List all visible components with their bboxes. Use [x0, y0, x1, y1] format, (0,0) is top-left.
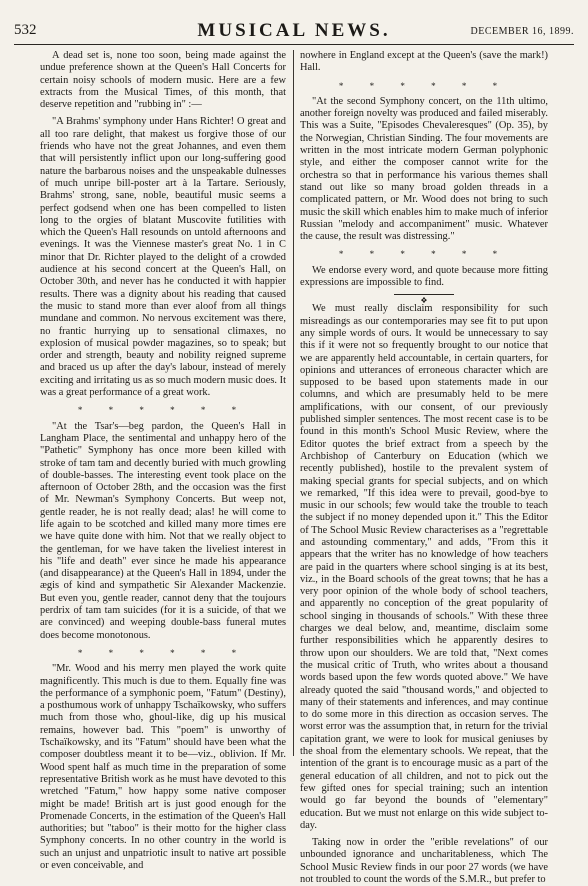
page-header [14, 20, 574, 45]
paragraph: nowhere in England except at the Queen's (save the mark!) Hall. [300, 50, 548, 74]
paragraph: We endorse every word, and quote because more fitting expressions are impossible to find. [300, 264, 548, 289]
paragraph: "A Brahms' symphony under Hans Richter! O great and all too rare delight, that makest us forgive those of our friends who have not the great Johannes, and even them that will persistently inflict upon our long-suffering good nature the barbarous noises and the unspeakable dulnesses of much unripe bill-poster art à la Tartare. Seriously, Brahms' strong, sane, noble, beautiful music seems a perfect godsend when one has been compelled to listen long to the orgies of blatant Muscovite futilities with which the Queen's Hall resounds on untold afternoons and evenings. It was the Viennese master's great No. 1 in C minor that Dr. Richter played to the delight of a crowded audience at his second concert at the Queen's Hall, on October 30th, and never has he conducted it with happier results. There was a dignity about his reading that caused the music to stand more than ever aloof from all things mundane and common. No nervous excitement was there, no frantic hurrying up to sensational climaxes, no explosion of musical powder magazines, so to speak; but order and strength, beauty and nobility reigned supreme and braced us up after the day's labour, instead of merely exciting and irritating us as so much modern music does. It was a great performance of a great work. [40, 116, 286, 399]
paragraph: Taking now in order the "erible revelations" of our unbounded ignorance and uncharitableness, which The School Music Review finds in our poor 27 words (we have not troubled to count the words of the S.M.R., but prefer to [300, 837, 548, 885]
section-stars: * * * * * * [338, 249, 510, 260]
paragraph: A dead set is, none too soon, being made against the undue preference shown at the Queen's Hall Concerts for certain noisy schools of modern music. Here are a few extracts from the Musical Times, of this month, that deserve repetition and "rubbing in" :— [40, 50, 286, 111]
ornament-icon: ❖ [418, 295, 429, 307]
section-separator [394, 294, 454, 306]
paragraph: "At the second Symphony concert, on the 11th ultimo, another foreign novelty was produced and failed miserably. This was a Suite, "Episodes Chevaleresques" (Op. 35), by the Norwegian, Christian Sinding. The four movements are written in the most intricate modern German polyphonic style, and either the composer cannot write for the orchestra so that in performance his various themes shall stand out like so many broad golden threads in a complicated pattern, or Mr. Wood does not bring to such music the skill which enables him to make much of inferior Russian "melody and accompaniment" music. Whatever the cause, the result was distressing." [300, 95, 548, 243]
section-stars: * * * * * * [77, 405, 249, 416]
section-stars: * * * * * * [77, 647, 249, 658]
column-divider [293, 50, 294, 756]
paragraph: "Mr. Wood and his merry men played the work quite magnificently. This much is due to them. Equally fine was the performance of a symphonic poem, "Fatum" (Destiny), a posthumous work of unhappy Tschaïkowsky, who suffers much from those who, ghoul-like, dig up his musical remains, however bad. This "poem" is unworthy of Tschaïkowsky, and its "Fatum" should have been what the composer doubtless meant it to be—viz., oblivion. If Mr. Wood spent half as much time in the preparation of some representative British work as he must have devoted to this wretched "Fatum," how happy some native composer might be made! British art is just good enough for the Promenade Concerts, in the estimation of the Queen's Hall authorities; but "taboo" is their motto for the higher class Symphony concerts. In no other country in the world is such an unjust and unpatriotic insult to native art possible or even conceivable, and [40, 663, 286, 871]
section-stars: * * * * * * [338, 80, 510, 91]
paragraph: "At the Tsar's—beg pardon, the Queen's Hall in Langham Place, the sentimental and unhappy hero of the "Pathetic" Symphony has once more been killed with stroke of tam tam and decently buried with much growling of double-basses. The interesting event took place on the afternoon of October 28th, and the occasion was the first of Mr. Newman's Symphony Concerts. But weep not, gentle reader, he is not really dead; alas! he will come to life again to be scotched and killed many more times ere we have quite done with him. Not that we really object to the gentleman, for we have taken the liveliest interest in his "life and death" ever since he made his appearance (and disappearance) at the Queen's Hall in 1894, under the ægis of kind and sympathetic Sir Alexander Mackenzie. But even you, gentle reader, cannot deny that the toujours perdrix of tam tam suicides (for it is a suicide, of that we are convinced) and weeping double-bass funeral mutes does become monotonous. [40, 420, 286, 641]
right-column [300, 50, 548, 885]
masthead: MUSICAL NEWS. [197, 20, 391, 41]
issue-date: DECEMBER 16, 1899. [470, 26, 574, 37]
paragraph: We must really disclaim responsibility for such misreadings as our contemporaries may see fit to put upon any simple words of ours. It would be unnecessary to say this if it were not so frequently brought to our notice that we are apparently held accountable, in certain quarters, for opinions and utterances of erroneous character which are supposed to be based upon statements made in our columns, and which are presumably held to be mere amplifications, with our consent, of our previously published simpler sentences. The most recent case is to be found in this month's School Music Review, where the Editor quotes the brief extract from a speech by the Archbishop of Canterbury on Education (which we recently published), hostile to the prevalent system of making special grants for special subjects, and on which we remarked, "If this idea were to prevail, good-bye to music in our schools; few would take the trouble to teach the subject if no money depended upon it." This the Editor of The School Music Review characterises as a "regrettable and astounding commentary," and adds, "From this it appears that the writer has no knowledge of how teachers are paid in the quarters where school singing is at its best, viz., in the Board schools of the great towns; that he has a very poor opinion of the whole body of school teachers, and apparently no conception of the great popularity of school singing in thousands of schools." With these three charges we deal below, and, meantime, disclaim some further responsibilities which he apparently desires to throw upon our shoulders. We are told that, "Next comes the musical critic of Truth, who writes about a thousand words based upon the few words quoted above." We have already quoted the said "thousand words," and objected to many of their statements and inferences, and may continue to do some more in this direction as occasion serves. The worst error was the assumption that, in return for the trivial capitation grant, we were to look for musical geniuses by the shoal from the elementary schools. We repeat, that the intention of the grant is to encourage music as a part of the general education of all children, and not to pick out the few gifted ones for special training; such an intention would go far beyond the bounds of "elementary" education. But we must not enlarge on this wide subject to-day. [300, 303, 548, 831]
left-column [40, 50, 286, 871]
page-number: 532 [14, 22, 37, 38]
